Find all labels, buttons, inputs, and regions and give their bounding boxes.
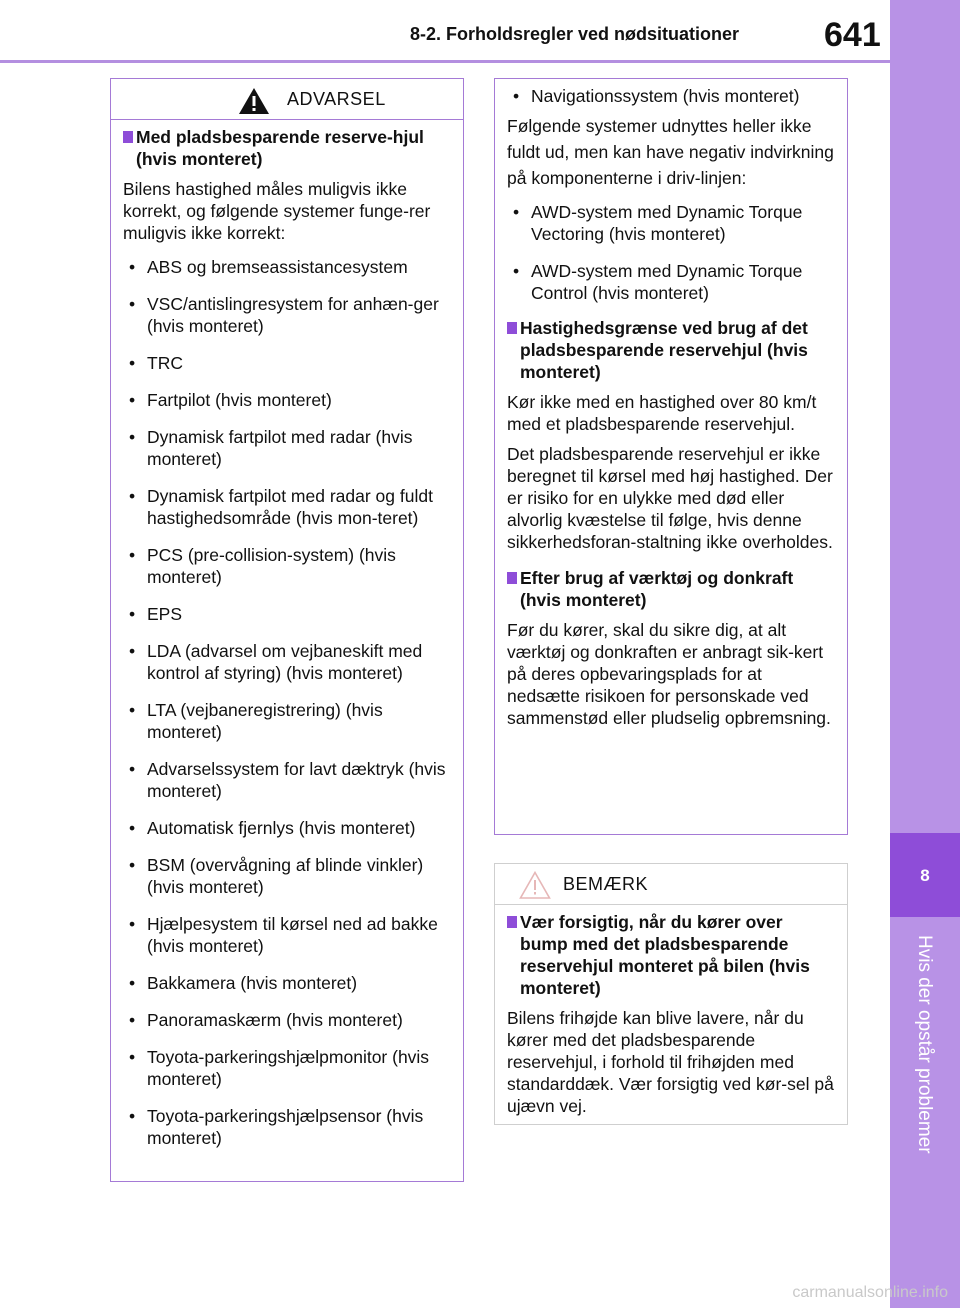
list-item — [123, 485, 451, 529]
tools-paragraph: Før du kører, skal du sikre dig, at alt værktøj og donkraften er anbragt sik-kert på deres opbevaringsplads for at nedsætte risikoen for personskade ved sammenstød eller pludselig opbremsning. — [507, 620, 831, 728]
list-item-text: AWD-system med Dynamic Torque Control (hvis monteret) — [531, 261, 803, 303]
list-item-text: Automatisk fjernlys (hvis monteret) — [147, 818, 416, 838]
drivetrain-intro: Følgende systemer udnyttes heller ikke fuldt ud, men kan have negativ indvirkning på komponenterne i driv-linjen: — [507, 116, 834, 188]
warning-intro: Bilens hastighed måles muligvis ikke korrekt, og følgende systemer funge-rer muligvis ikke korrekt: — [123, 179, 431, 243]
list-item — [123, 1009, 451, 1031]
list-item-text: Toyota-parkeringshjælpmonitor (hvis monteret) — [147, 1047, 430, 1089]
bullet-dot: • — [513, 261, 520, 281]
list-item-text: Panoramaskærm (hvis monteret) — [147, 1010, 403, 1030]
chapter-title: Hvis der opstår problemer — [914, 935, 935, 1154]
list-item — [123, 640, 451, 684]
speed-paragraph-1: Kør ikke med en hastighed over 80 km/t med et pladsbesparende reservehjul. — [507, 392, 817, 434]
list-item-text: LDA (advarsel om vejbaneskift med kontrol af styring) (hvis monteret) — [147, 641, 423, 683]
list-item-text: Dynamisk fartpilot med radar (hvis monteret) — [147, 427, 413, 469]
square-bullet-icon — [123, 131, 133, 143]
list-item-text: AWD-system med Dynamic Torque Vectoring (hvis monteret) — [531, 202, 803, 244]
square-bullet-icon — [507, 916, 517, 928]
list-item — [123, 854, 451, 898]
bullet-dot: • — [129, 1010, 136, 1030]
warning-box-header — [111, 79, 463, 120]
watermark: carmanualsonline.info — [792, 1284, 948, 1301]
bullet-dot: • — [129, 641, 136, 661]
list-item-text: LTA (vejbaneregistrering) (hvis monteret) — [147, 700, 383, 742]
bullet-dot: • — [129, 818, 136, 838]
notice-paragraph: Bilens frihøjde kan blive lavere, når du kører med det pladsbesparende reservehjul, i forhold til frihøjden med standarddæk. Vær forsigtig ved kør-sel på ujævn vej. — [507, 1008, 834, 1116]
list-item — [123, 352, 451, 374]
bullet-dot: • — [129, 973, 136, 993]
bullet-dot: • — [129, 700, 136, 720]
notice-box — [494, 863, 848, 1125]
tools-heading-text: Efter brug af værktøj og donkraft (hvis monteret) — [520, 568, 794, 610]
warning-subheading — [123, 126, 451, 170]
list-item — [123, 603, 451, 625]
list-item — [507, 260, 835, 304]
list-item — [123, 293, 451, 337]
bullet-dot: • — [129, 486, 136, 506]
notice-box-header — [495, 864, 847, 905]
page-number: 641 — [824, 16, 881, 54]
speed-heading — [507, 317, 835, 383]
notice-heading — [507, 911, 835, 999]
warning-continued-box — [494, 78, 848, 835]
bullet-dot: • — [129, 390, 136, 410]
list-item — [123, 817, 451, 839]
list-item — [123, 256, 451, 278]
list-item-text: Dynamisk fartpilot med radar og fuldt hastighedsområde (hvis mon-teret) — [147, 486, 433, 528]
tools-heading — [507, 567, 835, 611]
drivetrain-list — [507, 201, 835, 304]
section-title: 8-2. Forholdsregler ved nødsituationer — [410, 24, 740, 44]
list-item — [123, 389, 451, 411]
bullet-dot: • — [129, 855, 136, 875]
list-item-text: ABS og bremseassistancesystem — [147, 257, 408, 277]
bullet-dot: • — [129, 294, 136, 314]
warning-triangle-icon — [238, 87, 270, 115]
bullet-dot: • — [129, 914, 136, 934]
list-item-text: Hjælpesystem til kørsel ned ad bakke (hvis monteret) — [147, 914, 438, 956]
bullet-dot: • — [129, 427, 136, 447]
speed-paragraph-2: Det pladsbesparende reservehjul er ikke beregnet til kørsel med høj hastighed. Der er risiko for en ulykke med død eller alvorlig kvæstelse til følge, hvis denne sikkerhedsforan-staltning ikke overholdes. — [507, 444, 833, 552]
list-item-text: Toyota-parkeringshjælpsensor (hvis monteret) — [147, 1106, 424, 1148]
caution-triangle-icon — [519, 871, 551, 899]
warning-subheading-text: Med pladsbesparende reserve-hjul (hvis monteret) — [136, 127, 424, 169]
notice-heading-text: Vær forsigtig, når du kører over bump med det pladsbesparende reservehjul monteret på bilen (hvis monteret) — [520, 912, 810, 998]
list-item-text: Advarselssystem for lavt dæktryk (hvis monteret) — [147, 759, 446, 801]
list-item — [123, 544, 451, 588]
list-item-text: Navigationssystem (hvis monteret) — [531, 86, 800, 106]
chapter-number: 8 — [920, 866, 930, 885]
bullet-dot: • — [129, 257, 136, 277]
square-bullet-icon — [507, 322, 517, 334]
list-item — [123, 699, 451, 743]
list-item-text: VSC/antislingresystem for anhæn-ger (hvis monteret) — [147, 294, 439, 336]
warning-label: ADVARSEL — [287, 89, 386, 109]
bullet-dot: • — [129, 353, 136, 373]
bullet-dot: • — [513, 202, 520, 222]
list-item-text: BSM (overvågning af blinde vinkler) (hvis monteret) — [147, 855, 424, 897]
list-item — [123, 972, 451, 994]
list-item — [123, 1046, 451, 1090]
bullet-dot: • — [129, 1047, 136, 1067]
list-item — [123, 913, 451, 957]
bullet-dot: • — [129, 1106, 136, 1126]
bullet-dot: • — [513, 86, 520, 106]
list-item — [123, 426, 451, 470]
list-item-text: TRC — [147, 353, 183, 373]
bullet-dot: • — [129, 759, 136, 779]
list-item-text: PCS (pre-collision-system) (hvis monteret) — [147, 545, 396, 587]
list-item — [507, 85, 835, 107]
notice-label: BEMÆRK — [563, 874, 649, 894]
list-item-text: Bakkamera (hvis monteret) — [147, 973, 358, 993]
bullet-dot: • — [129, 545, 136, 565]
list-item-text: EPS — [147, 604, 183, 624]
list-item-text: Fartpilot (hvis monteret) — [147, 390, 332, 410]
header-divider — [0, 60, 890, 63]
square-bullet-icon — [507, 572, 517, 584]
list-item — [123, 758, 451, 802]
list-item — [507, 201, 835, 245]
speed-heading-text: Hastighedsgrænse ved brug af det pladsbesparende reservehjul (hvis monteret) — [520, 318, 808, 382]
bullet-dot: • — [129, 604, 136, 624]
warning-list — [123, 256, 451, 1149]
list-item — [123, 1105, 451, 1149]
warning-box — [110, 78, 464, 1182]
